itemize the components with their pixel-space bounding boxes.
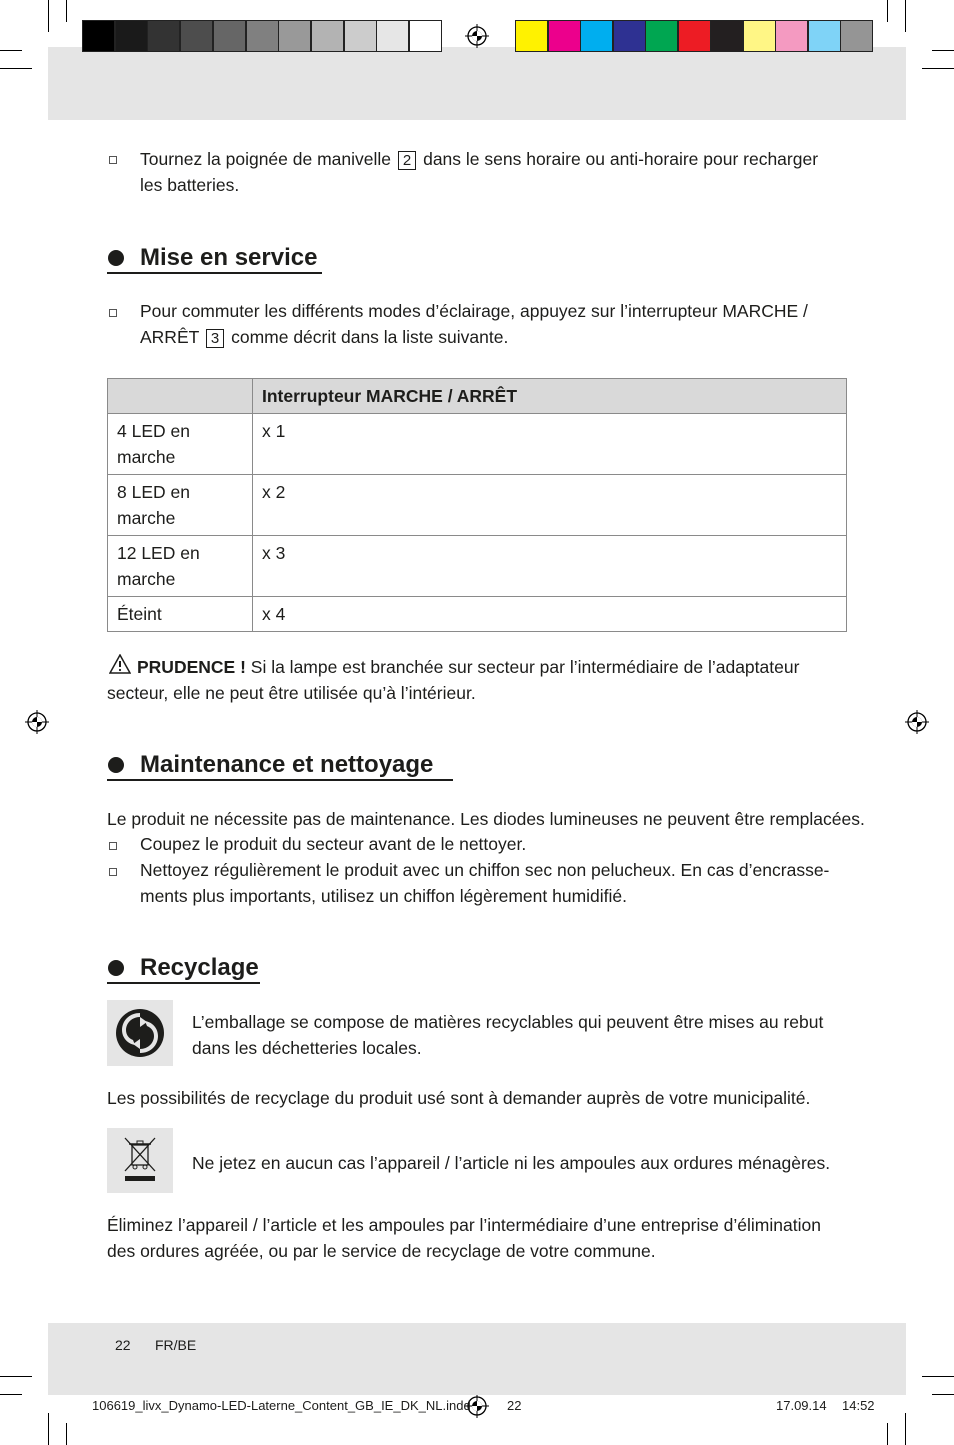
registration-mark-icon xyxy=(465,24,489,48)
caution-paragraph: PRUDENCE ! Si la lampe est branchée sur secteur par l’intermédiaire de l’adaptateur secteur, elle ne peut être utilisée qu’à l’intérieur. xyxy=(107,657,800,703)
dispose-text: Éliminez l’appareil / l’article et les ampoules par l’intermédiaire d’une entreprise d’élimination des ordures agréée, ou par le service de recyclage de votre commune. xyxy=(107,1215,821,1261)
slug-time: 14:52 xyxy=(842,1398,875,1413)
crop-mark xyxy=(0,50,22,51)
gray-swatch xyxy=(278,20,311,52)
crop-mark xyxy=(48,1413,49,1445)
section-title-mise-en-service: Mise en service xyxy=(140,244,318,271)
color-swatch xyxy=(775,20,808,52)
weee-text: Ne jetez en aucun cas l’appareil / l’article ni les ampoules aux ordures ménagères. xyxy=(192,1153,831,1173)
color-swatch xyxy=(613,20,646,52)
section-dot-icon xyxy=(108,960,124,976)
section-title-recyclage: Recyclage xyxy=(140,954,259,981)
gray-swatch xyxy=(115,20,148,52)
gray-swatch xyxy=(376,20,409,52)
table-header-cell xyxy=(108,379,253,414)
mode-cell: 8 LED en marche xyxy=(108,475,253,536)
crop-mark xyxy=(887,0,888,22)
crossed-bin-icon xyxy=(107,1128,173,1193)
section-dot-icon xyxy=(108,757,124,773)
caution-label: PRUDENCE ! xyxy=(137,657,246,677)
slug-file-page: 22 xyxy=(507,1398,522,1413)
color-swatch xyxy=(515,20,548,52)
table-row xyxy=(108,475,847,536)
presses-cell: x 1 xyxy=(253,414,847,475)
gray-swatch xyxy=(180,20,213,52)
crop-mark xyxy=(66,0,67,22)
color-swatch xyxy=(840,20,873,52)
part-ref-3: 3 xyxy=(206,329,224,348)
municipality-text: Les possibilités de recyclage du produit usé sont à demander auprès de votre municipalité. xyxy=(107,1088,811,1108)
maintenance-bullet-1: Coupez le produit du secteur avant de le nettoyer. xyxy=(140,834,527,854)
section-underline xyxy=(107,982,260,984)
section-dot-icon xyxy=(108,250,124,266)
maintenance-intro: Le produit ne nécessite pas de maintenance. Les diodes lumineuses ne peuvent être remplacées. xyxy=(107,809,865,829)
footer-band xyxy=(48,1323,906,1395)
gray-swatch xyxy=(344,20,377,52)
crop-mark xyxy=(48,0,49,32)
locale-code: FR/BE xyxy=(155,1337,197,1353)
registration-mark-icon xyxy=(25,710,49,734)
crop-mark xyxy=(905,0,906,32)
intro-bullet-text: Tournez la poignée de manivelle 2 dans le sens horaire ou anti-horaire pour recharger les batteries. xyxy=(140,149,819,195)
mise-bullet-text: Pour commuter les différents modes d’éclairage, appuyez sur l’interrupteur MARCHE / ARRÊT 3 comme décrit dans la liste suivante. xyxy=(140,301,808,347)
crop-mark xyxy=(887,1423,888,1445)
table-row xyxy=(108,536,847,597)
table-row xyxy=(108,597,847,632)
bullet-square-icon xyxy=(109,309,117,317)
color-swatch xyxy=(548,20,581,52)
gray-swatch xyxy=(82,20,115,52)
green-dot-recycling-icon xyxy=(107,1000,173,1066)
mode-cell: Éteint xyxy=(108,597,253,632)
gray-swatch xyxy=(147,20,180,52)
slug-date: 17.09.14 xyxy=(776,1398,827,1413)
mode-cell: 12 LED en marche xyxy=(108,536,253,597)
color-swatch xyxy=(808,20,841,52)
crop-mark xyxy=(922,68,954,69)
lighting-modes-table xyxy=(107,378,847,632)
gray-swatch xyxy=(246,20,279,52)
page-number: 22 xyxy=(115,1337,131,1353)
section-underline xyxy=(107,779,453,781)
slug-file-name: 106619_livx_Dynamo-LED-Laterne_Content_GB_IE_DK_NL.indd xyxy=(92,1398,471,1413)
recycling-arrows-icon xyxy=(107,1000,173,1066)
maintenance-bullet-2: Nettoyez régulièrement le produit avec un chiffon sec non pelucheux. En cas d’encrasse- ments plus importants, utilisez un chiffon légèrement humidifié. xyxy=(140,860,830,906)
color-swatch xyxy=(743,20,776,52)
crop-mark xyxy=(66,1423,67,1445)
mode-cell: 4 LED en marche xyxy=(108,414,253,475)
part-ref-2: 2 xyxy=(398,151,416,170)
gray-swatch xyxy=(213,20,246,52)
presses-cell: x 2 xyxy=(253,475,847,536)
bullet-square-icon xyxy=(109,868,117,876)
gray-swatch xyxy=(409,20,442,52)
presses-cell: x 4 xyxy=(253,597,847,632)
crop-mark xyxy=(0,68,32,69)
bullet-square-icon xyxy=(109,842,117,850)
table-header-row xyxy=(108,379,847,414)
presses-cell: x 3 xyxy=(253,536,847,597)
packaging-text: L’emballage se compose de matières recyclables qui peuvent être mises au rebut dans les déchetteries locales. xyxy=(192,1012,824,1058)
section-underline xyxy=(107,272,322,274)
header-band xyxy=(48,47,906,120)
crop-mark xyxy=(905,1413,906,1445)
color-swatch xyxy=(580,20,613,52)
crop-mark xyxy=(932,1394,954,1395)
bullet-square-icon xyxy=(109,156,117,164)
color-swatch xyxy=(710,20,743,52)
weee-crossed-bin-icon xyxy=(107,1128,173,1193)
section-title-maintenance: Maintenance et nettoyage xyxy=(140,751,434,778)
table-row xyxy=(108,414,847,475)
registration-mark-icon xyxy=(905,710,929,734)
crop-mark xyxy=(932,50,954,51)
color-swatch xyxy=(678,20,711,52)
crop-mark xyxy=(922,1376,954,1377)
crop-mark xyxy=(0,1376,32,1377)
gray-swatch xyxy=(311,20,344,52)
table-header-cell: Interrupteur MARCHE / ARRÊT xyxy=(253,379,847,414)
color-swatch xyxy=(645,20,678,52)
crop-mark xyxy=(0,1394,22,1395)
